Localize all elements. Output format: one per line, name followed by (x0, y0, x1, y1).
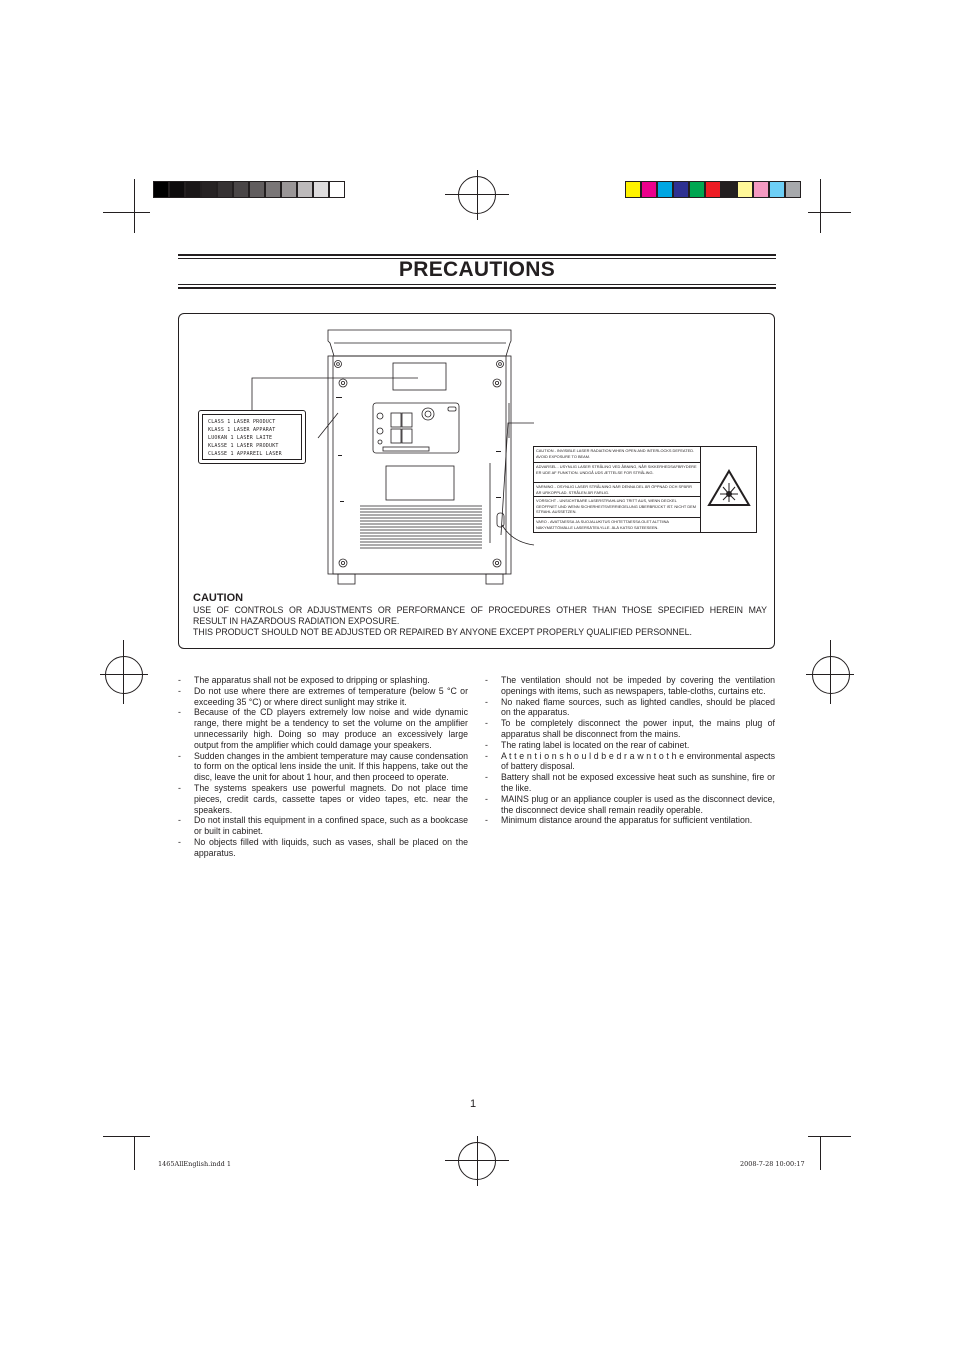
color-swatch (705, 181, 721, 198)
precautions-list-left (178, 675, 468, 859)
laser-warning-text: VARO - AVATTAESSA JA SUOJALUKITUS OHITETTAESSA OLET ALTTIINA NÄKYMÄTTÖMÄLLE LASERSÄTEILYLLE. ÄLÄ KATSO SÄTEESEEN. (536, 519, 669, 530)
laser-warning-label (533, 446, 757, 533)
gray-swatch (297, 181, 313, 198)
list-item: - The systems speakers use powerful magnets. Do not place time pieces, credit cards, cassette tapes or video tapes, etc. near the speakers. (178, 782, 468, 815)
gray-swatch (233, 181, 249, 198)
color-swatch (737, 181, 753, 198)
color-swatch (689, 181, 705, 198)
color-swatch (625, 181, 641, 198)
color-swatch (641, 181, 657, 198)
caution-text-line: USE OF CONTROLS OR ADJUSTMENTS OR PERFORMANCE OF PROCEDURES OTHER THAN THOSE SPECIFIED HEREIN MAY (193, 605, 767, 615)
caution-text-line: THIS PRODUCT SHOULD NOT BE ADJUSTED OR REPAIRED BY ANYONE EXCEPT PROPERLY QUALIFIED PERSONNEL. (193, 627, 692, 637)
color-swatch (721, 181, 737, 198)
list-item: - No naked flame sources, such as lighted candles, should be placed on the apparatus. (485, 696, 775, 718)
title-rule-top (178, 254, 776, 256)
list-item: - To be completely disconnect the power input, the mains plug of apparatus shall be disconnect from the mains. (485, 718, 775, 739)
list-item: - Because of the CD players extremely low noise and wide dynamic range, there might be a tendency to set the volume on the amplifier unnecessarily high. Doing so may produce an excessively large output from the amplifier which could damage your speakers. (178, 707, 468, 750)
gray-swatch (217, 181, 233, 198)
title-rule-bottom-inner (178, 284, 776, 285)
list-item: - MAINS plug or an appliance coupler is used as the disconnect device, the disconnect device shall remain readily operable. (485, 793, 775, 815)
page-title: PRECAUTIONS (398, 258, 556, 281)
title-rule-bottom (178, 287, 776, 289)
laser-warning-text: ADVARSEL - USYNLIG LASER STRÅLING VED ÅBNING, NÅR SIKKERHEDSAFBRYDERE ER UDE AF FUNKTION. UNDGÅ UDS ÆTTELSE FOR STRÅLING. (534, 463, 700, 483)
gray-swatch (249, 181, 265, 198)
caution-text-line: RESULT IN HAZARDOUS RADIATION EXPOSURE. (193, 616, 400, 626)
color-calibration-bar (625, 181, 801, 198)
footer-timestamp: 2008-7-28 10:00:17 (740, 1160, 805, 1168)
gray-swatch (153, 181, 169, 198)
gray-swatch (313, 181, 329, 198)
gray-swatch (265, 181, 281, 198)
laser-warning-text: CAUTION - INVISIBLE LASER RADIATION WHEN OPEN AND INTERLOCKS DEFEATED. AVOID EXPOSURE TO BEAM. (534, 447, 700, 463)
class-1-laser-label (198, 410, 306, 464)
list-item: - Do not install this equipment in a confined space, such as a bookcase or built in cabinet. (178, 815, 468, 837)
list-item: - The apparatus shall not be exposed to dripping or splashing. (178, 675, 430, 685)
laser-warning-text: VORSICHT - UNSICHTBARE LASERSTRAHLUNG TRITT AUS, WENN DECKEL GEÖFFNET UND WENN SICHERHEITSVERRIEGELUNG ÜBERBRÜCKT IST. NICHT DEM STRAHL AUSSETZEN. (534, 497, 700, 518)
class-label-line: KLASS 1 LASER APPARAT (208, 427, 276, 433)
list-item: - The ventilation should not be impeded by covering the ventilation openings with items, such as newspapers, table-cloths, curtains etc. (485, 675, 775, 696)
gray-swatch (329, 181, 345, 198)
gray-swatch (281, 181, 297, 198)
list-item: - Do not use where there are extremes of temperature (below 5 °C or exceeding 35 °C) or where direct sunlight may strike it. (178, 685, 468, 707)
color-swatch (657, 181, 673, 198)
precautions-list-right (485, 675, 775, 826)
gray-swatch (169, 181, 185, 198)
laser-warning-text: VARNING - OSYNLIG LASER STRÅLNING NÄR DENNA DEL ÄR ÖPPNAD OCH SPÄRR ÄR URKOPPLAD. STRÅLEN ÄR FARLIG. (534, 483, 700, 497)
color-swatch (769, 181, 785, 198)
list-item: - No objects filled with liquids, such as vases, shall be placed on the apparatus. (178, 836, 468, 858)
gray-swatch (185, 181, 201, 198)
list-item: - The rating label is located on the rear of cabinet. (485, 739, 690, 750)
gray-swatch (201, 181, 217, 198)
page-number: 1 (470, 1098, 477, 1110)
color-swatch (673, 181, 689, 198)
color-swatch (785, 181, 801, 198)
footer-filename: 1465AllEnglish.indd 1 (158, 1160, 232, 1168)
class-label-line: CLASS 1 LASER PRODUCT (208, 419, 276, 425)
class-label-line: KLASSE 1 LASER PRODUKT (208, 443, 279, 449)
class-label-line: CLASSE 1 APPAREIL LASER (208, 451, 282, 457)
grayscale-calibration-bar (153, 181, 345, 198)
laser-hazard-icon (707, 469, 751, 507)
list-item: - A t t e n t i o n s h o u l d b e d r a w n t o t h e environmental aspects of battery disposal. (485, 750, 775, 772)
color-swatch (753, 181, 769, 198)
class-label-line: LUOKAN 1 LASER LAITE (208, 435, 273, 441)
list-item: - Minimum distance around the apparatus for sufficient ventilation. (485, 815, 753, 826)
list-item: - Sudden changes in the ambient temperature may cause condensation to form on the optical lens inside the unit. If this happens, take out the disc, leave the unit for about 1 hour, and then proceed to operate. (178, 750, 468, 783)
list-item: - Battery shall not be exposed excessive heat such as sunshine, fire or the like. (485, 772, 775, 793)
caution-heading: CAUTION (193, 592, 244, 604)
